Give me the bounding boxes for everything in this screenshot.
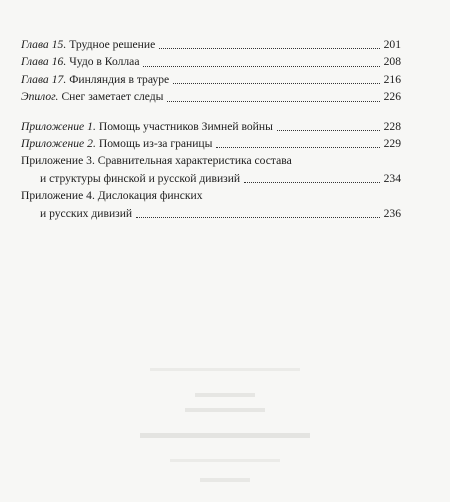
dot-leader — [277, 130, 380, 131]
entry-number: 2. — [87, 137, 96, 151]
show-through-line — [0, 393, 450, 397]
entry-title-continuation: и русских дивизий — [40, 206, 133, 220]
entry-label: Глава — [21, 38, 49, 51]
entry-number: 17. — [51, 72, 67, 86]
entry-page-number: 228 — [383, 119, 401, 133]
toc-entry-chapter-16 — [21, 53, 401, 70]
entry-page-number: 236 — [383, 206, 401, 220]
entry-number: 16. — [51, 55, 67, 69]
entry-title: Сравнительная характеристика состава — [97, 154, 292, 168]
entry-title: Помощь участников Зимней войны — [98, 119, 273, 133]
entry-page-number: 234 — [383, 171, 401, 185]
entry-first-line — [21, 152, 401, 169]
entry-label: Эпилог. — [21, 90, 59, 104]
toc-entry-appendix-3 — [21, 152, 401, 187]
entry-title: Трудное решение — [69, 38, 156, 51]
entry-second-line — [21, 205, 401, 222]
toc-entry-epilogue — [21, 88, 401, 105]
entry-first-line — [21, 187, 401, 204]
dot-leader — [173, 83, 379, 84]
entry-page-number: 216 — [383, 72, 401, 86]
entry-title: Помощь из-за границы — [98, 137, 213, 151]
table-of-contents — [21, 36, 401, 222]
dot-leader — [244, 182, 379, 183]
entry-second-line — [21, 170, 401, 187]
entry-title: Дислокация финских — [97, 189, 203, 203]
entry-title-continuation: и структуры финской и русской дивизий — [40, 171, 241, 185]
entry-label: Глава — [21, 72, 49, 86]
entry-number: 15. — [51, 38, 67, 51]
section-gap — [21, 106, 401, 118]
entry-page-number: 226 — [383, 90, 401, 104]
entry-label: Приложение — [21, 189, 84, 203]
show-through-line — [0, 433, 450, 438]
entry-number: 1. — [87, 119, 96, 133]
entry-label: Приложение — [21, 119, 85, 133]
entry-number: 3. — [86, 154, 95, 168]
show-through-line — [0, 368, 450, 371]
dot-leader — [143, 66, 379, 67]
dot-leader — [167, 101, 379, 102]
entry-label: Приложение — [21, 137, 85, 151]
entry-title: Снег заметает следы — [61, 90, 164, 104]
entry-label: Приложение — [21, 154, 84, 168]
toc-entry-appendix-1 — [21, 118, 401, 135]
show-through-line — [0, 459, 450, 462]
entry-page-number: 208 — [383, 55, 401, 69]
entry-title: Финляндия в трауре — [69, 72, 170, 86]
toc-entry-chapter-15 — [21, 36, 401, 53]
toc-entry-appendix-2 — [21, 135, 401, 152]
show-through-line — [0, 478, 450, 482]
entry-page-number: 201 — [383, 38, 401, 51]
dot-leader — [159, 48, 379, 49]
entry-title: Чудо в Коллаа — [69, 55, 140, 69]
dot-leader — [216, 147, 379, 148]
show-through-line — [0, 408, 450, 412]
entry-page-number: 229 — [383, 137, 401, 151]
toc-entry-chapter-17 — [21, 71, 401, 88]
entry-label: Глава — [21, 55, 49, 69]
dot-leader — [136, 217, 379, 218]
toc-entry-appendix-4 — [21, 187, 401, 222]
entry-number: 4. — [86, 189, 95, 203]
